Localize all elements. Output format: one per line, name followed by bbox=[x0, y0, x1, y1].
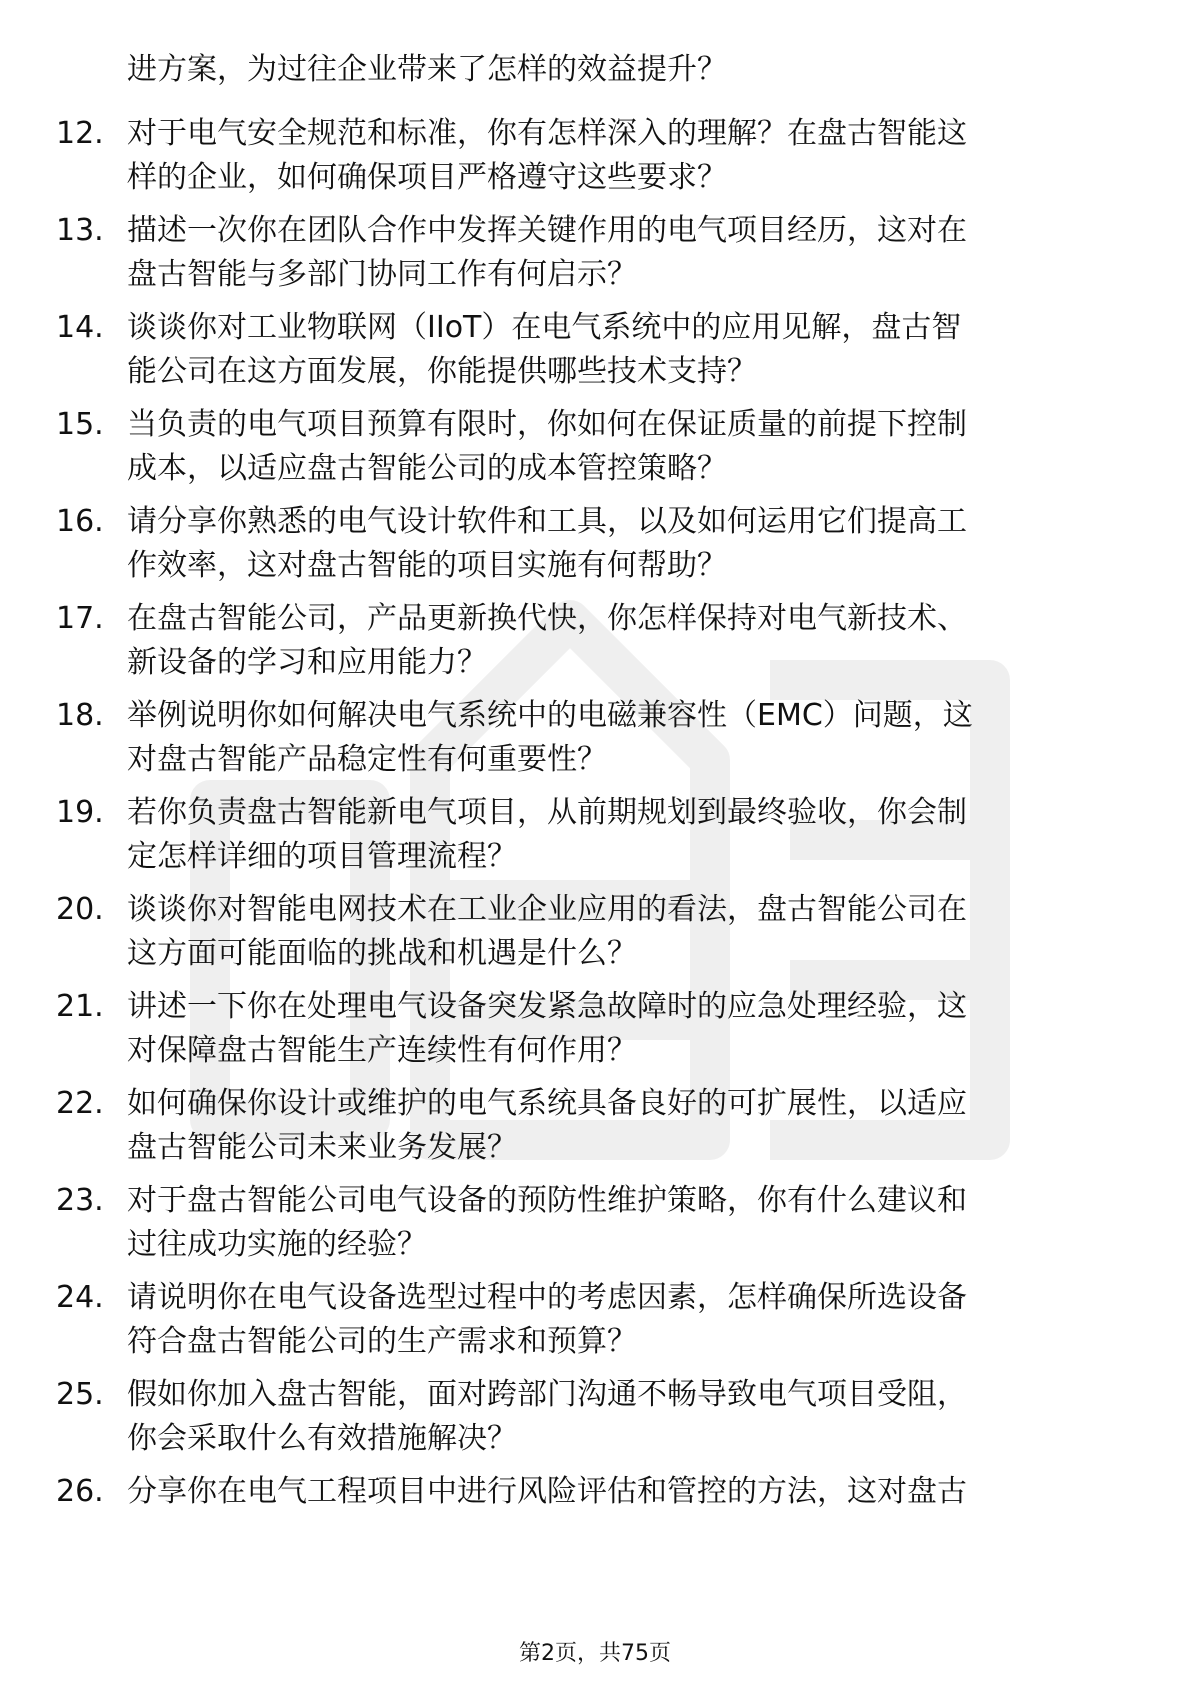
question-item bbox=[0, 985, 1190, 1085]
question-line: 对盘古智能产品稳定性有何重要性？ bbox=[127, 742, 607, 777]
question-line: 对保障盘古智能生产连续性有何作用？ bbox=[127, 1033, 637, 1068]
question-item bbox=[0, 694, 1190, 794]
question-number: 17. bbox=[56, 601, 104, 636]
question-text bbox=[127, 1373, 1127, 1461]
question-line: 定怎样详细的项目管理流程？ bbox=[127, 839, 517, 874]
question-line: 符合盘古智能公司的生产需求和预算？ bbox=[127, 1324, 637, 1359]
question-text bbox=[127, 888, 1127, 976]
question-line: 若你负责盘古智能新电气项目，从前期规划到最终验收，你会制 bbox=[127, 795, 967, 830]
question-item bbox=[0, 500, 1190, 600]
question-line: 新设备的学习和应用能力？ bbox=[127, 645, 487, 680]
question-text bbox=[127, 1470, 1127, 1514]
question-text bbox=[127, 1179, 1127, 1267]
question-item bbox=[0, 1373, 1190, 1473]
question-item bbox=[0, 1276, 1190, 1376]
question-line: 作效率，这对盘古智能的项目实施有何帮助？ bbox=[127, 548, 727, 583]
question-number: 21. bbox=[56, 989, 104, 1024]
question-line: 分享你在电气工程项目中进行风险评估和管控的方法，这对盘古 bbox=[127, 1474, 967, 1509]
question-number: 18. bbox=[56, 698, 104, 733]
question-line: 谈谈你对智能电网技术在工业企业应用的看法，盘古智能公司在 bbox=[127, 892, 967, 927]
question-item bbox=[0, 888, 1190, 988]
question-item bbox=[0, 597, 1190, 697]
question-number: 20. bbox=[56, 892, 104, 927]
question-number: 15. bbox=[56, 407, 104, 442]
question-line: 假如你加入盘古智能，面对跨部门沟通不畅导致电气项目受阻， bbox=[127, 1377, 967, 1412]
question-line: 这方面可能面临的挑战和机遇是什么？ bbox=[127, 936, 637, 971]
question-line: 对于电气安全规范和标准，你有怎样深入的理解？在盘古智能这 bbox=[127, 116, 967, 151]
question-line: 能公司在这方面发展，你能提供哪些技术支持？ bbox=[127, 354, 757, 389]
question-line: 盘古智能与多部门协同工作有何启示？ bbox=[127, 257, 637, 292]
question-text bbox=[127, 597, 1127, 685]
question-line: 描述一次你在团队合作中发挥关键作用的电气项目经历，这对在 bbox=[127, 213, 967, 248]
question-number: 13. bbox=[56, 213, 104, 248]
question-item bbox=[0, 1179, 1190, 1279]
question-text bbox=[127, 985, 1127, 1073]
page-footer: 第2页，共75页 bbox=[519, 1641, 671, 1666]
question-item bbox=[0, 1470, 1190, 1570]
question-number: 12. bbox=[56, 116, 104, 151]
question-line: 过往成功实施的经验？ bbox=[127, 1227, 427, 1262]
question-text bbox=[127, 209, 1127, 297]
question-number: 22. bbox=[56, 1086, 104, 1121]
question-line: 成本，以适应盘古智能公司的成本管控策略？ bbox=[127, 451, 727, 486]
question-line: 盘古智能公司未来业务发展？ bbox=[127, 1130, 517, 1165]
question-text bbox=[127, 403, 1127, 491]
question-line: 举例说明你如何解决电气系统中的电磁兼容性（EMC）问题，这 bbox=[127, 698, 973, 733]
question-item bbox=[0, 209, 1190, 309]
question-item bbox=[0, 1082, 1190, 1182]
question-line: 请说明你在电气设备选型过程中的考虑因素，怎样确保所选设备 bbox=[127, 1280, 967, 1315]
question-item bbox=[0, 791, 1190, 891]
question-line: 你会采取什么有效措施解决？ bbox=[127, 1421, 517, 1456]
question-line: 对于盘古智能公司电气设备的预防性维护策略，你有什么建议和 bbox=[127, 1183, 967, 1218]
question-number: 26. bbox=[56, 1474, 104, 1509]
question-text bbox=[127, 306, 1127, 394]
question-number: 16. bbox=[56, 504, 104, 539]
question-line: 谈谈你对工业物联网（IIoT）在电气系统中的应用见解，盘古智 bbox=[127, 310, 962, 345]
question-text bbox=[127, 1082, 1127, 1170]
question-text bbox=[127, 1276, 1127, 1364]
question-text bbox=[127, 500, 1127, 588]
question-number: 24. bbox=[56, 1280, 104, 1315]
question-line: 讲述一下你在处理电气设备突发紧急故障时的应急处理经验，这 bbox=[127, 989, 967, 1024]
question-line: 当负责的电气项目预算有限时，你如何在保证质量的前提下控制 bbox=[127, 407, 967, 442]
question-text bbox=[127, 112, 1127, 200]
question-text bbox=[127, 791, 1127, 879]
question-line: 在盘古智能公司，产品更新换代快，你怎样保持对电气新技术、 bbox=[127, 601, 967, 636]
question-item bbox=[0, 306, 1190, 406]
question-line: 样的企业，如何确保项目严格遵守这些要求？ bbox=[127, 160, 727, 195]
question-item bbox=[0, 403, 1190, 503]
question-number: 23. bbox=[56, 1183, 104, 1218]
question-line: 如何确保你设计或维护的电气系统具备良好的可扩展性，以适应 bbox=[127, 1086, 967, 1121]
question-text bbox=[127, 694, 1127, 782]
question-line: 请分享你熟悉的电气设计软件和工具，以及如何运用它们提高工 bbox=[127, 504, 967, 539]
question-number: 25. bbox=[56, 1377, 104, 1412]
question-item bbox=[0, 112, 1190, 212]
question-number: 19. bbox=[56, 795, 104, 830]
continued-question-line: 进方案，为过往企业带来了怎样的效益提升？ bbox=[127, 52, 727, 87]
question-number: 14. bbox=[56, 310, 104, 345]
